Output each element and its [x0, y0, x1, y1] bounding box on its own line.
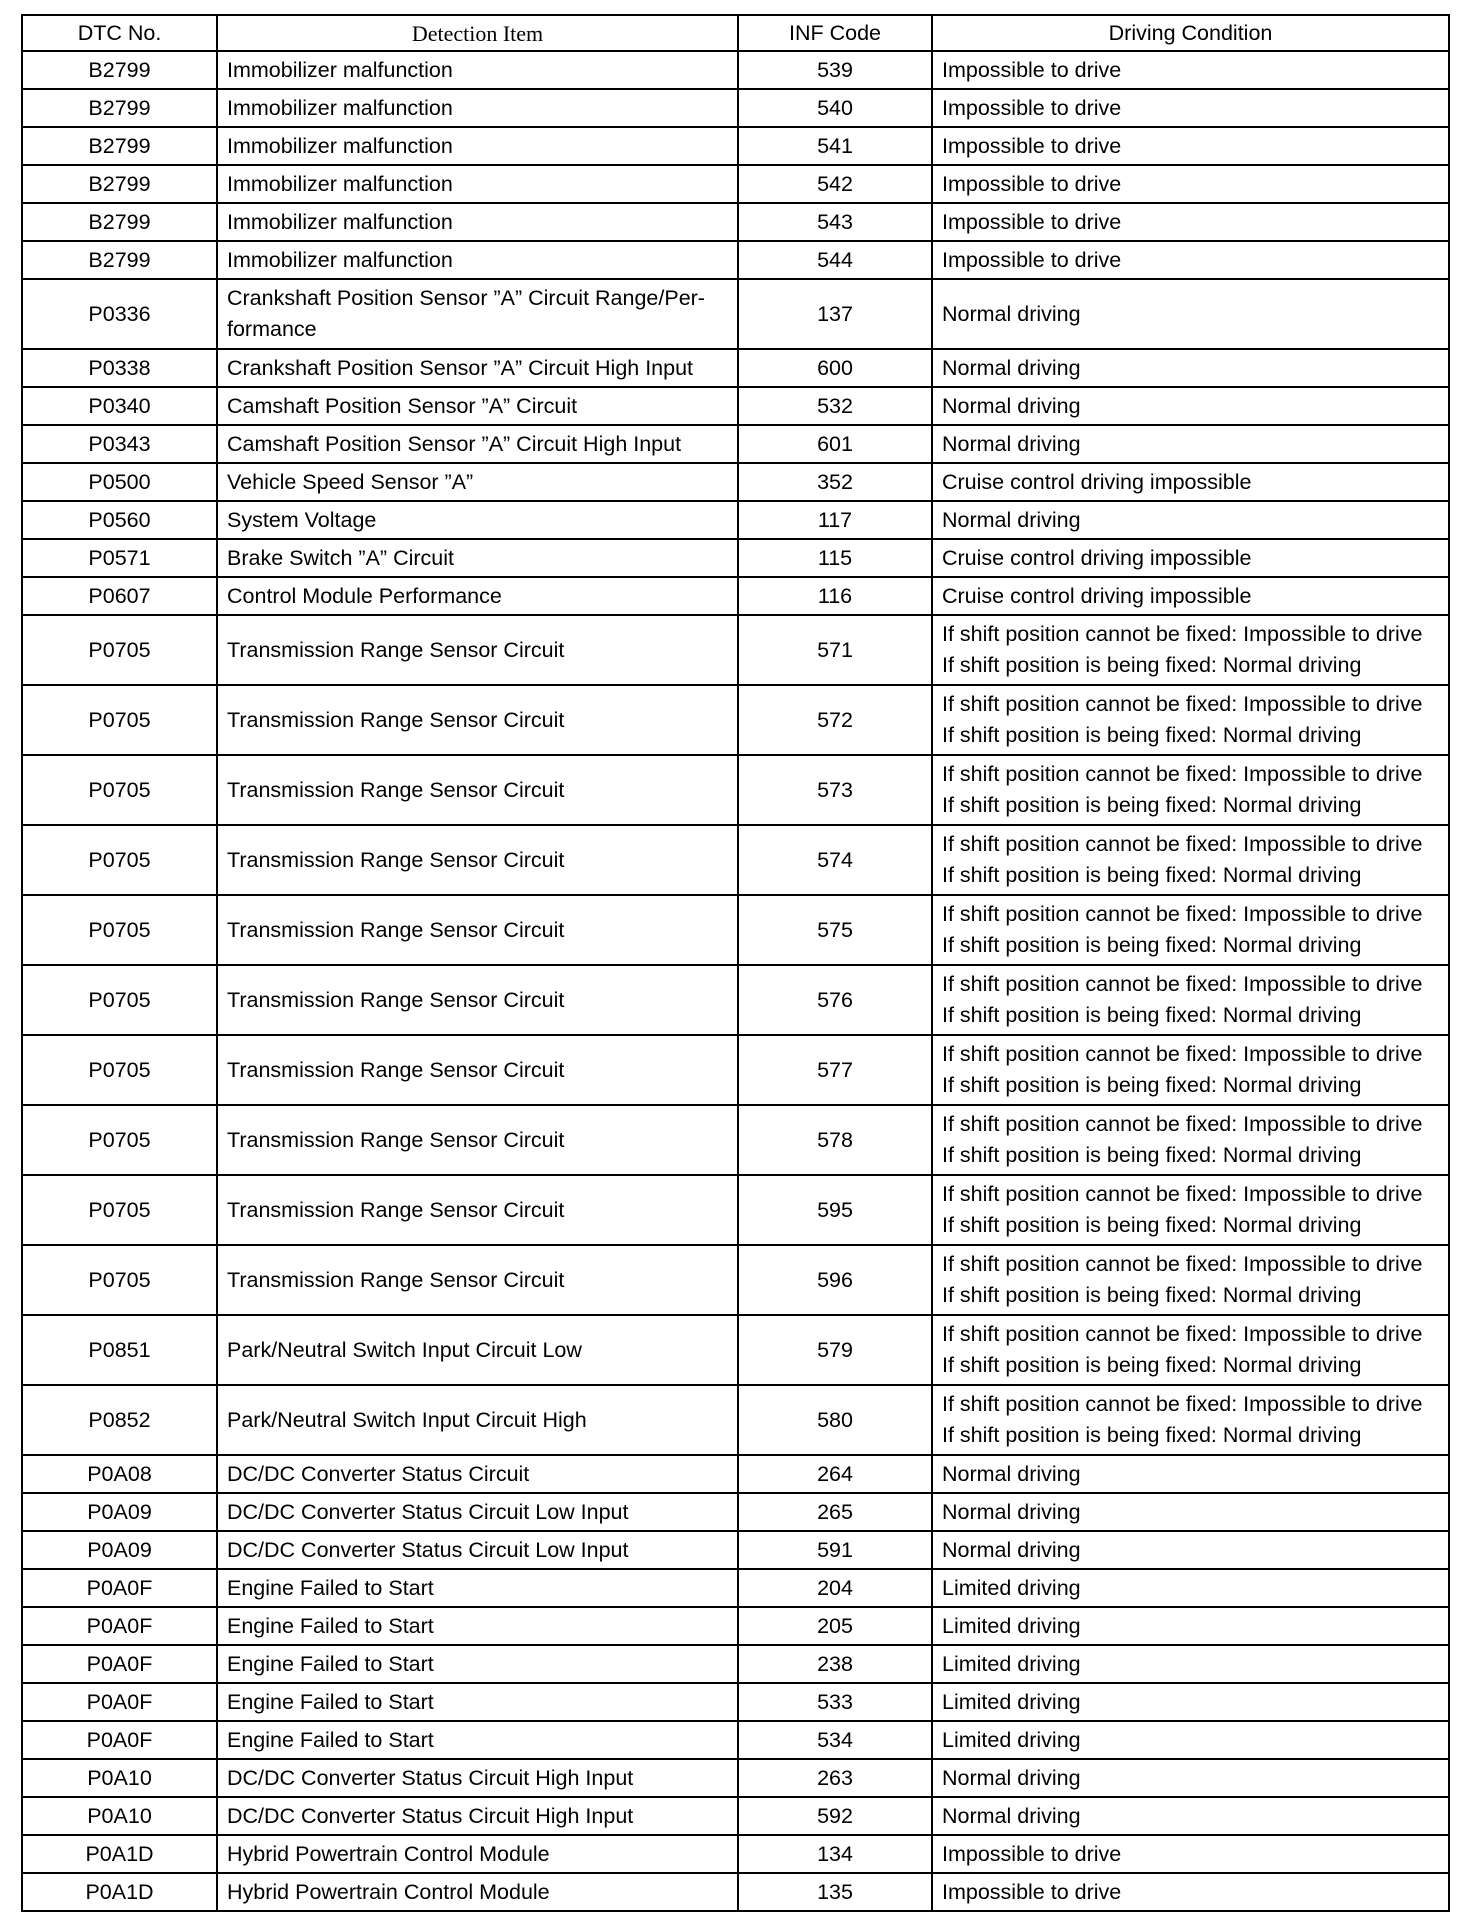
- inf-code-cell: 579: [738, 1315, 932, 1385]
- detection-item-line: Control Module Performance: [227, 583, 502, 608]
- table-row: [22, 1385, 1449, 1455]
- inf-code-cell: 577: [738, 1035, 932, 1105]
- table-row: [22, 1531, 1449, 1569]
- dtc-code-cell: P0A09: [22, 1531, 217, 1569]
- header-row: [22, 15, 1449, 51]
- inf-code-cell: 571: [738, 615, 932, 685]
- driving-condition-cell: [932, 1035, 1449, 1105]
- inf-code-cell: 591: [738, 1531, 932, 1569]
- table-row: [22, 1759, 1449, 1797]
- dtc-code-cell: B2799: [22, 165, 217, 203]
- driving-condition-cell: [932, 1683, 1449, 1721]
- detection-item-cell: [217, 965, 738, 1035]
- driving-condition-line: If shift position is being fixed: Normal driving: [942, 863, 1362, 887]
- inf-code-cell: 580: [738, 1385, 932, 1455]
- detection-item-line: Hybrid Powertrain Control Module: [227, 1879, 550, 1904]
- driving-condition-cell: [932, 1493, 1449, 1531]
- driving-condition-line: Limited driving: [942, 1651, 1081, 1676]
- detection-item-line: DC/DC Converter Status Circuit High Input: [227, 1765, 634, 1790]
- detection-item-cell: [217, 895, 738, 965]
- inf-code-cell: 534: [738, 1721, 932, 1759]
- inf-code-cell: 600: [738, 349, 932, 387]
- table-row: [22, 203, 1449, 241]
- driving-condition-cell: [932, 1569, 1449, 1607]
- driving-condition-cell: [932, 89, 1449, 127]
- driving-condition-line: If shift position is being fixed: Normal driving: [942, 793, 1362, 817]
- dtc-code-cell: P0500: [22, 463, 217, 501]
- dtc-code-cell: P0A10: [22, 1759, 217, 1797]
- dtc-code-cell: P0705: [22, 965, 217, 1035]
- table-row: [22, 1175, 1449, 1245]
- driving-condition-line: Impossible to drive: [942, 133, 1122, 158]
- detection-item-cell: [217, 1105, 738, 1175]
- driving-condition-cell: [932, 425, 1449, 463]
- driving-condition-line: If shift position cannot be fixed: Impossible to drive: [942, 832, 1423, 856]
- table-row: [22, 895, 1449, 965]
- inf-code-cell: 574: [738, 825, 932, 895]
- table-row: [22, 539, 1449, 577]
- dtc-code-cell: B2799: [22, 51, 217, 89]
- detection-item-line: Engine Failed to Start: [227, 1575, 434, 1600]
- detection-item-cell: [217, 1835, 738, 1873]
- detection-item-line: Vehicle Speed Sensor ”A”: [227, 469, 474, 494]
- driving-condition-cell: [932, 501, 1449, 539]
- driving-condition-line: Normal driving: [942, 1765, 1081, 1790]
- detection-item-line: Transmission Range Sensor Circuit: [227, 917, 565, 942]
- inf-code-cell: 238: [738, 1645, 932, 1683]
- detection-item-line: DC/DC Converter Status Circuit: [227, 1461, 530, 1486]
- driving-condition-line: Normal driving: [942, 507, 1081, 532]
- detection-item-cell: [217, 1797, 738, 1835]
- inf-code-cell: 601: [738, 425, 932, 463]
- driving-condition-cell: [932, 463, 1449, 501]
- detection-item-line: formance: [227, 317, 317, 341]
- driving-condition-line: Normal driving: [942, 393, 1081, 418]
- table-row: [22, 127, 1449, 165]
- detection-item-cell: [217, 165, 738, 203]
- driving-condition-cell: [932, 539, 1449, 577]
- dtc-code-cell: P0A0F: [22, 1645, 217, 1683]
- driving-condition-cell: [932, 577, 1449, 615]
- driving-condition-cell: [932, 1385, 1449, 1455]
- driving-condition-cell: [932, 615, 1449, 685]
- dtc-code-cell: P0A0F: [22, 1683, 217, 1721]
- detection-item-line: Park/Neutral Switch Input Circuit High: [227, 1407, 587, 1432]
- inf-code-cell: 265: [738, 1493, 932, 1531]
- driving-condition-line: Limited driving: [942, 1727, 1081, 1752]
- detection-item-cell: [217, 501, 738, 539]
- detection-item-cell: [217, 279, 738, 349]
- dtc-code-cell: P0607: [22, 577, 217, 615]
- table-row: [22, 349, 1449, 387]
- detection-item-line: Immobilizer malfunction: [227, 133, 453, 158]
- table-row: [22, 1645, 1449, 1683]
- dtc-code-cell: P0A0F: [22, 1569, 217, 1607]
- driving-condition-line: If shift position is being fixed: Normal driving: [942, 1003, 1362, 1027]
- table-row: [22, 1455, 1449, 1493]
- table-row: [22, 965, 1449, 1035]
- driving-condition-line: If shift position is being fixed: Normal driving: [942, 1353, 1362, 1377]
- driving-condition-cell: [932, 1835, 1449, 1873]
- detection-item-line: DC/DC Converter Status Circuit Low Input: [227, 1537, 629, 1562]
- dtc-code-cell: P0338: [22, 349, 217, 387]
- dtc-code-cell: P0705: [22, 1245, 217, 1315]
- table-row: [22, 755, 1449, 825]
- driving-condition-line: If shift position is being fixed: Normal driving: [942, 723, 1362, 747]
- detection-item-line: Transmission Range Sensor Circuit: [227, 707, 565, 732]
- dtc-code-cell: P0A10: [22, 1797, 217, 1835]
- table-row: [22, 1721, 1449, 1759]
- driving-condition-line: If shift position is being fixed: Normal driving: [942, 1213, 1362, 1237]
- driving-condition-line: Impossible to drive: [942, 247, 1122, 272]
- table-row: [22, 1035, 1449, 1105]
- table-row: [22, 1873, 1449, 1911]
- dtc-code-cell: P0705: [22, 755, 217, 825]
- dtc-code-cell: P0571: [22, 539, 217, 577]
- dtc-table: [21, 14, 1450, 1912]
- table-row: [22, 1683, 1449, 1721]
- detection-item-cell: [217, 685, 738, 755]
- driving-condition-cell: [932, 1105, 1449, 1175]
- inf-code-cell: 263: [738, 1759, 932, 1797]
- detection-item-cell: [217, 349, 738, 387]
- dtc-code-cell: P0852: [22, 1385, 217, 1455]
- inf-code-cell: 115: [738, 539, 932, 577]
- dtc-code-cell: B2799: [22, 127, 217, 165]
- dtc-code-cell: P0A08: [22, 1455, 217, 1493]
- driving-condition-cell: [932, 1245, 1449, 1315]
- dtc-code-cell: P0A09: [22, 1493, 217, 1531]
- dtc-code-cell: P0A1D: [22, 1835, 217, 1873]
- table-row: [22, 1105, 1449, 1175]
- driving-condition-line: If shift position cannot be fixed: Impossible to drive: [942, 1182, 1423, 1206]
- inf-code-cell: 539: [738, 51, 932, 89]
- dtc-code-cell: P0705: [22, 615, 217, 685]
- driving-condition-cell: [932, 349, 1449, 387]
- dtc-code-cell: P0705: [22, 1175, 217, 1245]
- dtc-code-cell: B2799: [22, 203, 217, 241]
- header-dtc-no: DTC No.: [22, 15, 217, 51]
- inf-code-cell: 592: [738, 1797, 932, 1835]
- detection-item-cell: [217, 755, 738, 825]
- detection-item-line: Immobilizer malfunction: [227, 247, 453, 272]
- detection-item-line: Immobilizer malfunction: [227, 209, 453, 234]
- inf-code-cell: 573: [738, 755, 932, 825]
- driving-condition-cell: [932, 965, 1449, 1035]
- driving-condition-cell: [932, 1455, 1449, 1493]
- detection-item-cell: [217, 825, 738, 895]
- inf-code-cell: 575: [738, 895, 932, 965]
- driving-condition-line: Limited driving: [942, 1575, 1081, 1600]
- inf-code-cell: 595: [738, 1175, 932, 1245]
- detection-item-line: Engine Failed to Start: [227, 1613, 434, 1638]
- driving-condition-line: If shift position is being fixed: Normal driving: [942, 1143, 1362, 1167]
- inf-code-cell: 135: [738, 1873, 932, 1911]
- detection-item-line: Park/Neutral Switch Input Circuit Low: [227, 1337, 582, 1362]
- detection-item-line: Transmission Range Sensor Circuit: [227, 777, 565, 802]
- detection-item-cell: [217, 1759, 738, 1797]
- detection-item-cell: [217, 615, 738, 685]
- driving-condition-line: If shift position cannot be fixed: Impossible to drive: [942, 902, 1423, 926]
- driving-condition-line: If shift position is being fixed: Normal driving: [942, 1283, 1362, 1307]
- table-row: [22, 165, 1449, 203]
- dtc-code-cell: P0336: [22, 279, 217, 349]
- driving-condition-line: Normal driving: [942, 1461, 1081, 1486]
- inf-code-cell: 542: [738, 165, 932, 203]
- driving-condition-cell: [932, 685, 1449, 755]
- detection-item-line: Crankshaft Position Sensor ”A” Circuit High Input: [227, 355, 694, 380]
- table-row: [22, 1607, 1449, 1645]
- driving-condition-line: Normal driving: [942, 431, 1081, 456]
- detection-item-cell: [217, 203, 738, 241]
- driving-condition-line: If shift position cannot be fixed: Impossible to drive: [942, 972, 1423, 996]
- driving-condition-cell: [932, 1873, 1449, 1911]
- driving-condition-cell: [932, 1759, 1449, 1797]
- inf-code-cell: 543: [738, 203, 932, 241]
- header-inf-code: INF Code: [738, 15, 932, 51]
- inf-code-cell: 532: [738, 387, 932, 425]
- table-row: [22, 463, 1449, 501]
- detection-item-cell: [217, 1175, 738, 1245]
- table-row: [22, 51, 1449, 89]
- driving-condition-cell: [932, 165, 1449, 203]
- detection-item-line: Immobilizer malfunction: [227, 57, 453, 82]
- table-row: [22, 1835, 1449, 1873]
- detection-item-cell: [217, 539, 738, 577]
- table-row: [22, 577, 1449, 615]
- table-row: [22, 1245, 1449, 1315]
- driving-condition-line: If shift position is being fixed: Normal driving: [942, 653, 1362, 677]
- detection-item-line: Crankshaft Position Sensor ”A” Circuit Range/Per-: [227, 286, 705, 310]
- detection-item-cell: [217, 1493, 738, 1531]
- inf-code-cell: 116: [738, 577, 932, 615]
- driving-condition-line: Normal driving: [942, 301, 1081, 326]
- table-row: [22, 425, 1449, 463]
- detection-item-cell: [217, 1721, 738, 1759]
- inf-code-cell: 540: [738, 89, 932, 127]
- driving-condition-line: Cruise control driving impossible: [942, 469, 1252, 494]
- inf-code-cell: 204: [738, 1569, 932, 1607]
- header-detection-item: Detection Item: [217, 15, 738, 51]
- detection-item-cell: [217, 1683, 738, 1721]
- dtc-code-cell: P0343: [22, 425, 217, 463]
- driving-condition-cell: [932, 51, 1449, 89]
- detection-item-line: Transmission Range Sensor Circuit: [227, 637, 565, 662]
- driving-condition-cell: [932, 127, 1449, 165]
- inf-code-cell: 205: [738, 1607, 932, 1645]
- table-row: [22, 825, 1449, 895]
- inf-code-cell: 576: [738, 965, 932, 1035]
- driving-condition-cell: [932, 1531, 1449, 1569]
- driving-condition-line: If shift position is being fixed: Normal driving: [942, 1423, 1362, 1447]
- detection-item-cell: [217, 1385, 738, 1455]
- table-row: [22, 1569, 1449, 1607]
- detection-item-cell: [217, 89, 738, 127]
- detection-item-line: Transmission Range Sensor Circuit: [227, 1197, 565, 1222]
- detection-item-cell: [217, 1245, 738, 1315]
- detection-item-cell: [217, 1531, 738, 1569]
- driving-condition-line: If shift position cannot be fixed: Impossible to drive: [942, 762, 1423, 786]
- inf-code-cell: 137: [738, 279, 932, 349]
- table-row: [22, 89, 1449, 127]
- detection-item-line: Transmission Range Sensor Circuit: [227, 847, 565, 872]
- driving-condition-line: Normal driving: [942, 355, 1081, 380]
- dtc-code-cell: P0705: [22, 1105, 217, 1175]
- table-row: [22, 615, 1449, 685]
- table-row: [22, 501, 1449, 539]
- driving-condition-line: Limited driving: [942, 1689, 1081, 1714]
- inf-code-cell: 541: [738, 127, 932, 165]
- dtc-code-cell: P0851: [22, 1315, 217, 1385]
- driving-condition-line: Impossible to drive: [942, 209, 1122, 234]
- driving-condition-cell: [932, 1175, 1449, 1245]
- detection-item-line: Camshaft Position Sensor ”A” Circuit High Input: [227, 431, 682, 456]
- dtc-code-cell: P0705: [22, 1035, 217, 1105]
- driving-condition-line: Cruise control driving impossible: [942, 545, 1252, 570]
- inf-code-cell: 264: [738, 1455, 932, 1493]
- detection-item-cell: [217, 1607, 738, 1645]
- detection-item-line: System Voltage: [227, 507, 377, 532]
- detection-item-line: Transmission Range Sensor Circuit: [227, 1127, 565, 1152]
- driving-condition-line: Impossible to drive: [942, 95, 1122, 120]
- detection-item-line: Engine Failed to Start: [227, 1727, 434, 1752]
- table-row: [22, 685, 1449, 755]
- driving-condition-cell: [932, 1645, 1449, 1683]
- driving-condition-line: Normal driving: [942, 1803, 1081, 1828]
- driving-condition-line: Normal driving: [942, 1537, 1081, 1562]
- driving-condition-line: If shift position cannot be fixed: Impossible to drive: [942, 1042, 1423, 1066]
- detection-item-line: Immobilizer malfunction: [227, 95, 453, 120]
- detection-item-cell: [217, 51, 738, 89]
- inf-code-cell: 572: [738, 685, 932, 755]
- dtc-code-cell: P0A0F: [22, 1607, 217, 1645]
- driving-condition-cell: [932, 387, 1449, 425]
- detection-item-line: DC/DC Converter Status Circuit High Input: [227, 1803, 634, 1828]
- table-row: [22, 1797, 1449, 1835]
- detection-item-cell: [217, 127, 738, 165]
- driving-condition-cell: [932, 1607, 1449, 1645]
- dtc-code-cell: P0705: [22, 685, 217, 755]
- driving-condition-line: Impossible to drive: [942, 57, 1122, 82]
- dtc-code-cell: P0705: [22, 895, 217, 965]
- header-driving-condition: Driving Condition: [932, 15, 1449, 51]
- driving-condition-line: Impossible to drive: [942, 1879, 1122, 1904]
- driving-condition-line: If shift position cannot be fixed: Impossible to drive: [942, 1392, 1423, 1416]
- detection-item-cell: [217, 1455, 738, 1493]
- inf-code-cell: 596: [738, 1245, 932, 1315]
- inf-code-cell: 578: [738, 1105, 932, 1175]
- detection-item-line: Transmission Range Sensor Circuit: [227, 987, 565, 1012]
- driving-condition-line: If shift position cannot be fixed: Impossible to drive: [942, 692, 1423, 716]
- driving-condition-line: Impossible to drive: [942, 171, 1122, 196]
- detection-item-line: Transmission Range Sensor Circuit: [227, 1267, 565, 1292]
- driving-condition-line: Normal driving: [942, 1499, 1081, 1524]
- inf-code-cell: 134: [738, 1835, 932, 1873]
- driving-condition-line: If shift position cannot be fixed: Impossible to drive: [942, 622, 1423, 646]
- detection-item-line: Hybrid Powertrain Control Module: [227, 1841, 550, 1866]
- table-row: [22, 279, 1449, 349]
- detection-item-line: Engine Failed to Start: [227, 1689, 434, 1714]
- driving-condition-cell: [932, 1721, 1449, 1759]
- inf-code-cell: 544: [738, 241, 932, 279]
- driving-condition-line: If shift position is being fixed: Normal driving: [942, 933, 1362, 957]
- inf-code-cell: 533: [738, 1683, 932, 1721]
- detection-item-cell: [217, 1035, 738, 1105]
- detection-item-cell: [217, 1569, 738, 1607]
- detection-item-cell: [217, 1645, 738, 1683]
- detection-item-cell: [217, 577, 738, 615]
- driving-condition-cell: [932, 241, 1449, 279]
- detection-item-line: Camshaft Position Sensor ”A” Circuit: [227, 393, 578, 418]
- detection-item-line: DC/DC Converter Status Circuit Low Input: [227, 1499, 629, 1524]
- driving-condition-cell: [932, 1315, 1449, 1385]
- dtc-code-cell: P0560: [22, 501, 217, 539]
- driving-condition-cell: [932, 755, 1449, 825]
- dtc-code-cell: B2799: [22, 89, 217, 127]
- driving-condition-line: If shift position cannot be fixed: Impossible to drive: [942, 1252, 1423, 1276]
- detection-item-line: Transmission Range Sensor Circuit: [227, 1057, 565, 1082]
- inf-code-cell: 352: [738, 463, 932, 501]
- detection-item-line: Engine Failed to Start: [227, 1651, 434, 1676]
- dtc-code-cell: P0A0F: [22, 1721, 217, 1759]
- driving-condition-line: If shift position is being fixed: Normal driving: [942, 1073, 1362, 1097]
- table-row: [22, 1315, 1449, 1385]
- driving-condition-cell: [932, 203, 1449, 241]
- table-row: [22, 387, 1449, 425]
- driving-condition-line: If shift position cannot be fixed: Impossible to drive: [942, 1322, 1423, 1346]
- dtc-code-cell: P0A1D: [22, 1873, 217, 1911]
- detection-item-cell: [217, 1315, 738, 1385]
- table-row: [22, 1493, 1449, 1531]
- detection-item-cell: [217, 387, 738, 425]
- driving-condition-line: Limited driving: [942, 1613, 1081, 1638]
- dtc-code-cell: P0705: [22, 825, 217, 895]
- driving-condition-cell: [932, 895, 1449, 965]
- driving-condition-cell: [932, 1797, 1449, 1835]
- driving-condition-line: Cruise control driving impossible: [942, 583, 1252, 608]
- detection-item-cell: [217, 463, 738, 501]
- detection-item-cell: [217, 241, 738, 279]
- detection-item-cell: [217, 1873, 738, 1911]
- detection-item-line: Immobilizer malfunction: [227, 171, 453, 196]
- detection-item-line: Brake Switch ”A” Circuit: [227, 545, 454, 570]
- table-row: [22, 241, 1449, 279]
- dtc-code-cell: P0340: [22, 387, 217, 425]
- dtc-code-cell: B2799: [22, 241, 217, 279]
- driving-condition-cell: [932, 279, 1449, 349]
- inf-code-cell: 117: [738, 501, 932, 539]
- driving-condition-line: Impossible to drive: [942, 1841, 1122, 1866]
- detection-item-cell: [217, 425, 738, 463]
- driving-condition-cell: [932, 825, 1449, 895]
- driving-condition-line: If shift position cannot be fixed: Impossible to drive: [942, 1112, 1423, 1136]
